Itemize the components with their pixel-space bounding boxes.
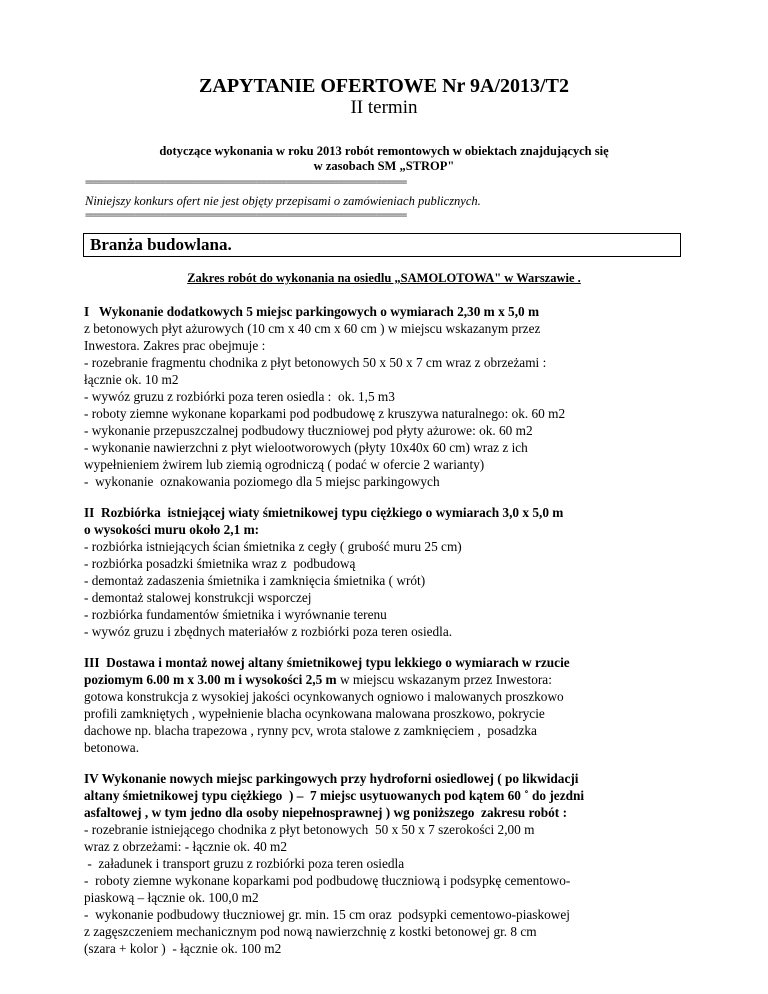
section-line: IV Wykonanie nowych miejsc parkingowych przy hydroforni osiedlowej ( po likwidacji: [84, 771, 579, 786]
section-line: - roboty ziemne wykonane koparkami pod podbudowę tłuczniową i podsypkę cementowo-: [84, 873, 571, 888]
section-line: - wywóz gruzu i zbędnych materiałów z rozbiórki poza teren osiedla.: [84, 624, 453, 639]
section-line: o wysokości muru około 2,1 m:: [84, 522, 260, 537]
section-line: wypełnieniem żwirem lub ziemią ogrodniczą ( podać w ofercie 2 warianty): [84, 457, 485, 472]
work-section: [84, 654, 684, 756]
document-title: ZAPYTANIE OFERTOWE Nr 9A/2013/T2: [199, 75, 569, 97]
section-line: III Dostawa i montaż nowej altany śmietnikowej typu lekkiego o wymiarach w rzucie: [84, 655, 570, 670]
separator-top: ================================================================: [85, 178, 407, 188]
section-line: - wykonanie przepuszczalnej podbudowy tłuczniowej pod płyty ażurowe: ok. 60 m2: [84, 423, 533, 438]
section-line: - wywóz gruzu z rozbiórki poza teren osiedla : ok. 1,5 m3: [84, 389, 395, 404]
section-line: II Rozbiórka istniejącej wiaty śmietnikowej typu ciężkiego o wymiarach 3,0 x 5,0 m: [84, 505, 564, 520]
scope-heading: Zakres robót do wykonania na osiedlu „SAMOLOTOWA" w Warszawie .: [187, 271, 581, 285]
section-line: profili zamkniętych , wypełnienie blacha ocynkowana malowana proszkowo, pokrycie: [84, 706, 545, 721]
procurement-notice: Niniejszy konkurs ofert nie jest objęty przepisami o zamówieniach publicznych.: [85, 194, 481, 208]
section-line: - rozebranie istniejącego chodnika z płyt betonowych 50 x 50 x 7 szerokości 2,00 m: [84, 822, 535, 837]
work-section: [84, 303, 684, 490]
section-line: gotowa konstrukcja z wysokiej jakości ocynkowanych ogniowo i malowanych proszkowo: [84, 689, 564, 704]
section-line: (szara + kolor ) - łącznie ok. 100 m2: [84, 941, 282, 956]
work-section: [84, 770, 684, 957]
section-line: - wykonanie oznakowania poziomego dla 5 miejsc parkingowych: [84, 474, 440, 489]
section-line: - załadunek i transport gruzu z rozbiórki poza teren osiedla: [84, 856, 405, 871]
section-line: dachowe np. blacha trapezowa , rynny pcv, wrota stalowe z zamknięciem , posadzka: [84, 723, 537, 738]
section-line: - demontaż stalowej konstrukcji wsporczej: [84, 590, 312, 605]
section-line: - rozbiórka istniejących ścian śmietnika z cegły ( grubość muru 25 cm): [84, 539, 462, 554]
separator-bottom: ================================================================: [85, 211, 407, 221]
concerning-line-2: w zasobach SM „STROP": [313, 159, 455, 173]
section-line: poziomym 6.00 m x 3.00 m i wysokości 2,5 m w miejscu wskazanym przez Inwestora:: [84, 672, 552, 687]
section-line: betonowa.: [84, 740, 140, 755]
section-line: z zagęszczeniem mechanicznym pod nową nawierzchnię z kostki betonowej gr. 8 cm: [84, 924, 537, 939]
work-section: [84, 504, 684, 640]
section-line: - wykonanie podbudowy tłuczniowej gr. min. 15 cm oraz podsypki cementowo-piaskowej: [84, 907, 570, 922]
section-line: asfaltowej , w tym jedno dla osoby niepełnosprawnej ) wg poniższego zakresu robót :: [84, 805, 567, 820]
branch-heading: Branża budowlana.: [90, 235, 232, 254]
section-line: - wykonanie nawierzchni z płyt wielootworowych (płyty 10x40x 60 cm) wraz z ich: [84, 440, 528, 455]
section-line: wraz z obrzeżami: - łącznie ok. 40 m2: [84, 839, 288, 854]
work-scope-content: [84, 303, 684, 971]
section-line: I Wykonanie dodatkowych 5 miejsc parkingowych o wymiarach 2,30 m x 5,0 m: [84, 304, 540, 319]
section-line: łącznie ok. 10 m2: [84, 372, 179, 387]
document-subtitle: II termin: [350, 97, 418, 118]
section-line: - demontaż zadaszenia śmietnika i zamknięcia śmietnika ( wrót): [84, 573, 426, 588]
concerning-line-1: dotyczące wykonania w roku 2013 robót remontowych w obiektach znajdujących się: [159, 144, 609, 158]
section-line: piaskową – łącznie ok. 100,0 m2: [84, 890, 259, 905]
section-line: - rozebranie fragmentu chodnika z płyt betonowych 50 x 50 x 7 cm wraz z obrzeżami :: [84, 355, 547, 370]
section-line: - roboty ziemne wykonane koparkami pod podbudowę z kruszywa naturalnego: ok. 60 m2: [84, 406, 566, 421]
section-line: z betonowych płyt ażurowych (10 cm x 40 cm x 60 cm ) w miejscu wskazanym przez: [84, 321, 541, 336]
concerning-text: [0, 144, 768, 174]
section-line: altany śmietnikowej typu ciężkiego ) – 7 miejsc usytuowanych pod kątem 60 ˚ do jezdni: [84, 788, 585, 803]
branch-heading-box: [83, 233, 681, 257]
section-line: - rozbiórka posadzki śmietnika wraz z podbudową: [84, 556, 356, 571]
section-line: Inwestora. Zakres prac obejmuje :: [84, 338, 266, 353]
section-line: - rozbiórka fundamentów śmietnika i wyrównanie terenu: [84, 607, 387, 622]
